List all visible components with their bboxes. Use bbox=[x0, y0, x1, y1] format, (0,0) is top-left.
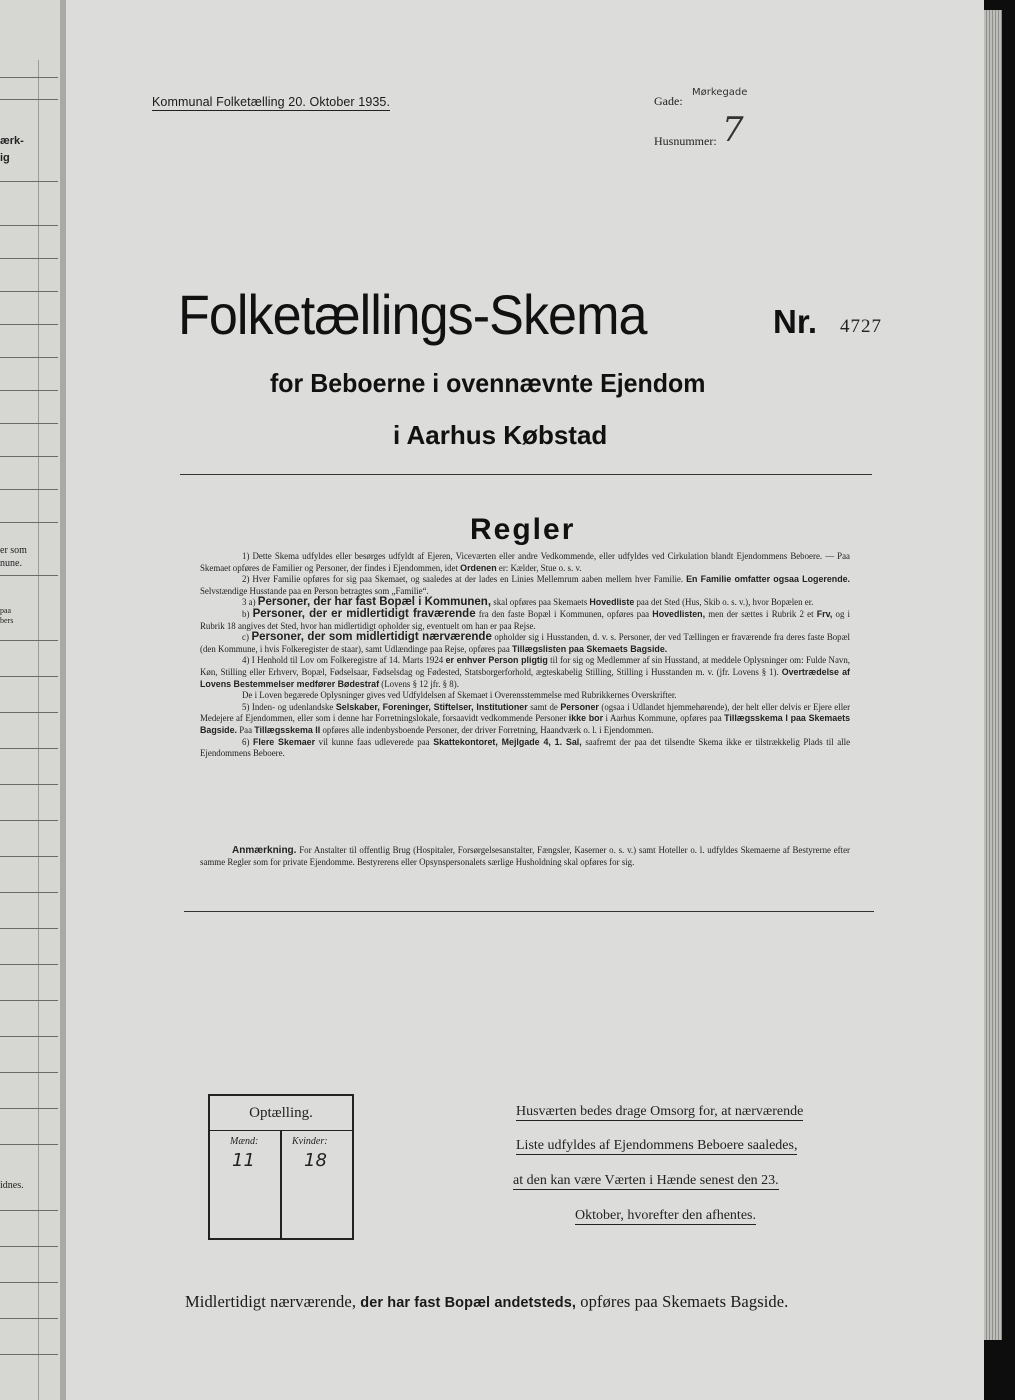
men-count: 11 bbox=[232, 1150, 255, 1171]
remark-text: Anmærkning. For Anstalter til offentlig Brug (Hospitaler, Forsørgelsesanstalter, Fængsler, Kaserner o. s. v.) samt Hoteller o. l. udfyldes Skemaerne af Bestyrerne efter samme Regler som for private Ejendomme. Bestyrerens eller Opsynspersonalets særlige Husholdning skal opføres for sig. bbox=[200, 845, 850, 867]
form-number-label: Nr. bbox=[773, 303, 818, 340]
adjacent-page-rule bbox=[0, 575, 58, 576]
form-subtitle: for Beboerne i ovennævnte Ejendom bbox=[270, 368, 706, 398]
adjacent-page-rule bbox=[0, 1072, 58, 1073]
divider-top bbox=[180, 474, 872, 475]
rule-3a: 3 a) Personer, der har fast Bopæl i Kommunen, skal opføres paa Skemaets Hovedliste paa det Sted (Hus, Skib o. s. v.), hvor Bopælen er. bbox=[242, 596, 814, 609]
rule-4: 4) I Henhold til Lov om Folkeregistre af 14. Marts 1924 er enhver Person pligtig til for sig og Medlemmer af sin Husstand, at meddele Oplysninger om: Fulde Navn, Køn, Stilling eller Erhverv, Bopæl, Fødselsaar, Fødselsdag og Fødested, Statsborgerforhold, ægteskabelig Stilling, Stilling i Husstanden m. v. (jfr. Lovens § 1). Overtrædelse af Lovens Bestemmelser medfører Bødestraf (Lovens § 12 jfr. § 8). bbox=[200, 655, 851, 689]
adjacent-page-rule bbox=[0, 1108, 58, 1109]
adjacent-page-rule bbox=[0, 892, 58, 893]
adjacent-page-rule bbox=[0, 522, 58, 523]
adjacent-page-rule bbox=[0, 1210, 58, 1211]
adjacent-page-rule bbox=[0, 489, 58, 490]
husnummer-value: 7 bbox=[722, 110, 744, 150]
count-box-divider bbox=[280, 1130, 282, 1238]
adjacent-page-rule bbox=[0, 1318, 58, 1319]
adjacent-page-rule bbox=[0, 1144, 58, 1145]
notice-line: Husværten bedes drage Omsorg for, at nærværende bbox=[516, 1104, 804, 1119]
adjacent-page-rule bbox=[0, 856, 58, 857]
census-date-line: Kommunal Folketælling 20. Oktober 1935. bbox=[152, 95, 391, 109]
adjacent-page-fragment bbox=[0, 0, 60, 1400]
women-count: 18 bbox=[304, 1150, 327, 1171]
count-box-title: Optælling. bbox=[210, 1096, 352, 1131]
rule-2: 2) Hver Familie opføres for sig paa Skemaet, og saaledes at der lades en Linies Mellemrum aaben mellem hver Familie. En Familie omfatter ogsaa Logerende. Selvstændige Husstande paa en Person betragtes som „Familie“. bbox=[200, 574, 851, 596]
gade-label: Gade: bbox=[654, 94, 683, 108]
adjacent-page-rule bbox=[0, 258, 58, 259]
rule-3b: b) Personer, der er midlertidigt fraværende fra den faste Bopæl i Kommunen, opføres paa Hovedlisten, men der sættes i Rubrik 2 et Frv, og i Rubrik 18 angives det Sted, hvor han midlertidigt opholder sig, eventuelt om han er paa Rejse. bbox=[200, 607, 851, 631]
adjacent-page-text: ærk- bbox=[0, 135, 24, 147]
remark-label: Anmærkning. bbox=[232, 845, 297, 856]
adjacent-page-rule bbox=[0, 640, 58, 641]
adjacent-page-column-line bbox=[38, 60, 39, 1400]
adjacent-page-rule bbox=[0, 676, 58, 677]
page-edges bbox=[984, 10, 1002, 1340]
adjacent-page-text: nune. bbox=[0, 558, 22, 569]
rule-5: 5) Inden- og udenlandske Selskaber, Foreninger, Stiftelser, Institutioner samt de Personer (ogsaa i Udlandet hjemmehørende), der helt eller delvis er Ejere eller Medejere af Ejendommen, eller som i denne har Forretningslokale, forsaavidt vedkommende Personer ikke bor i Aarhus Kommune, opføres paa Tillægsskema I paa Skemaets Bagside. Paa Tillægsskema II opføres alle indenbysboende Personer, der driver Forretning, Haandværk o. l. i Ejendommen. bbox=[200, 701, 851, 735]
form-number-value: 4727 bbox=[840, 316, 882, 337]
adjacent-page-rule bbox=[0, 1000, 58, 1001]
adjacent-page-rule bbox=[0, 712, 58, 713]
adjacent-page-rule bbox=[0, 291, 58, 292]
adjacent-page-rule bbox=[0, 99, 58, 100]
rule-6: 6) Flere Skemaer vil kunne faas udleverede paa Skattekontoret, Mejlgade 4, 1. Sal, saafremt der paa det tilsendte Skema ikke er tilstrækkelig Plads til alle Ejendommens Beboere. bbox=[200, 736, 851, 759]
rule-4b: De i Loven begærede Oplysninger gives ved Udfyldelsen af Skemaet i Overensstemmelse med Rubrikkernes Overskrifter. bbox=[242, 690, 677, 701]
rule-1: 1) Dette Skema udfyldes eller besørges udfyldt af Ejeren, Viceværten eller andre Vedkommende, eller udfyldes ved Cirkulation blandt Ejendommens Beboere. — Paa Skemaet opføres de Familier og Personer, der findes i Ejendommen, idet Ordenen er: Kælder, Stue o. s. v. bbox=[200, 551, 850, 573]
rules-text bbox=[200, 551, 850, 760]
adjacent-page-rule bbox=[0, 784, 58, 785]
remark-section bbox=[200, 845, 850, 868]
adjacent-page-rule bbox=[0, 390, 58, 391]
form-title: Folketællings-Skema bbox=[178, 283, 647, 346]
adjacent-page-rule bbox=[0, 1282, 58, 1283]
rules-heading: Regler bbox=[470, 513, 576, 546]
adjacent-page-rule bbox=[0, 1036, 58, 1037]
adjacent-page-rule bbox=[0, 820, 58, 821]
adjacent-page-rule bbox=[0, 423, 58, 424]
men-label: Mænd: bbox=[230, 1136, 259, 1147]
adjacent-page-rule bbox=[0, 748, 58, 749]
count-box bbox=[208, 1094, 354, 1240]
rule-3c: c) Personer, der som midlertidigt nærværende opholder sig i Husstanden, d. v. s. Personer, der ved Tællingen er fraværende fra deres faste Bopæl (den Kommune, i hvis Folkeregister de staar), samt Udlændinge paa Rejse, opføres paa Tillægslisten paa Skemaets Bagside. bbox=[200, 631, 851, 654]
women-label: Kvinder: bbox=[292, 1136, 328, 1147]
adjacent-page-rule bbox=[0, 928, 58, 929]
notice-line: at den kan være Værten i Hænde senest den 23. bbox=[513, 1173, 779, 1188]
adjacent-page-text: er som bbox=[0, 545, 27, 556]
notice-line: Liste udfyldes af Ejendommens Beboere saaledes, bbox=[516, 1138, 798, 1153]
adjacent-page-text: bers bbox=[0, 616, 14, 625]
adjacent-page-rule bbox=[0, 1354, 58, 1355]
adjacent-page-rule bbox=[0, 181, 58, 182]
footer-note: Midlertidigt nærværende, der har fast Bopæl andetsteds, opføres paa Skemaets Bagside. bbox=[185, 1292, 789, 1311]
adjacent-page-text: idnes. bbox=[0, 1180, 24, 1191]
adjacent-page-rule bbox=[0, 456, 58, 457]
adjacent-page-rule bbox=[0, 357, 58, 358]
form-location: i Aarhus Købstad bbox=[393, 420, 608, 450]
adjacent-page-rule bbox=[0, 1246, 58, 1247]
adjacent-page-rule bbox=[0, 964, 58, 965]
adjacent-page-text: ig bbox=[0, 152, 10, 164]
divider-bottom bbox=[184, 911, 874, 912]
adjacent-page-rule bbox=[0, 225, 58, 226]
adjacent-page-rule bbox=[0, 324, 58, 325]
adjacent-page-rule bbox=[0, 77, 58, 78]
adjacent-page-text: paa bbox=[0, 606, 12, 615]
notice-line: Oktober, hvorefter den afhentes. bbox=[575, 1208, 756, 1223]
husnummer-label: Husnummer: bbox=[654, 134, 717, 148]
gade-value: Mørkegade bbox=[692, 87, 748, 98]
